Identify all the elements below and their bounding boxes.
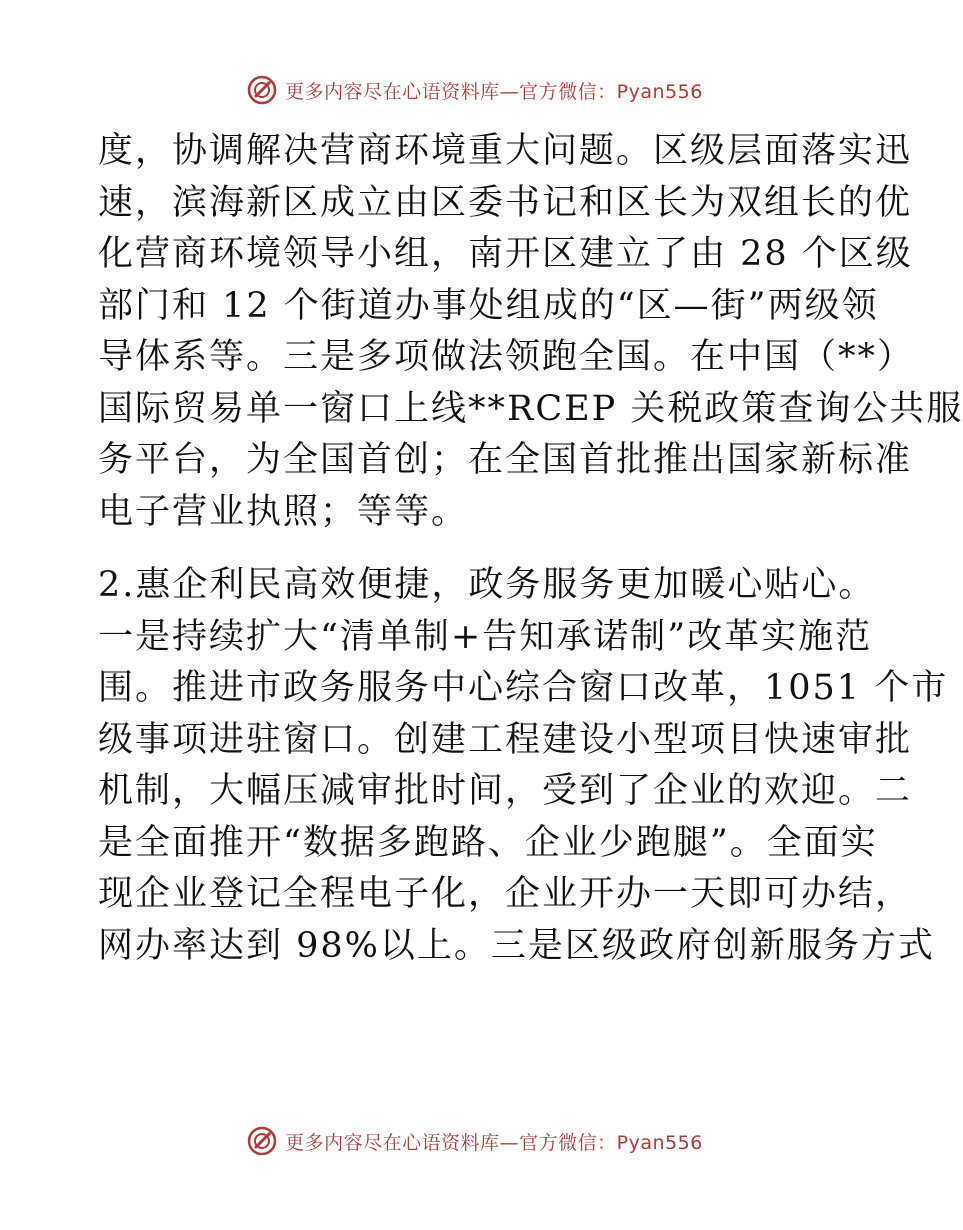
text-line: 速，滨海新区成立由区委书记和区长为双组长的优	[98, 182, 913, 223]
document-body	[98, 126, 963, 972]
header-watermark	[0, 70, 950, 110]
watermark-text: 更多内容尽在心语资料库—官方微信：Pyan556	[285, 1131, 703, 1154]
text-line: 化营商环境领导小组，南开区建立了由 28 个区级	[98, 234, 913, 274]
text-line: 部门和 12 个街道办事处组成的“区—街”两级领	[98, 285, 879, 326]
paragraph-gap	[98, 538, 858, 560]
brand-logo-icon	[247, 1126, 277, 1156]
text-line: 务平台，为全国首创；在全国首批推出国家新标准	[98, 440, 913, 480]
text-line: 电子营业执照；等等。	[98, 491, 469, 532]
text-line: 度，协调解决营商环境重大问题。区级层面落实迅	[98, 131, 913, 171]
text-line: 机制，大幅压减审批时间，受到了企业的欢迎。二	[98, 771, 913, 811]
text-line: 一是持续扩大“清单制+告知承诺制”改革实施范	[98, 616, 873, 657]
text-line: 是全面推开“数据多跑路、企业少跑腿”。全面实	[98, 822, 878, 863]
text-line: 导体系等。三是多项做法领跑全国。在中国（**）	[98, 337, 915, 377]
footer-watermark	[0, 1121, 950, 1161]
text-line: 现企业登记全程电子化，企业开办一天即可办结，	[98, 874, 913, 914]
text-line: 网办率达到 98%以上。三是区级政府创新服务方式	[98, 925, 935, 966]
text-line: 围。推进市政务服务中心综合窗口改革，1051 个市	[98, 668, 949, 708]
section-heading: 2.惠企利民高效便捷，政务服务更加暖心贴心。	[98, 565, 876, 605]
text-line: 级事项进驻窗口。创建工程建设小型项目快速审批	[98, 719, 913, 760]
watermark-text: 更多内容尽在心语资料库—官方微信：Pyan556	[285, 80, 703, 103]
brand-logo-icon	[247, 75, 277, 105]
text-line: 国际贸易单一窗口上线**RCEP 关税政策查询公共服	[98, 388, 963, 429]
